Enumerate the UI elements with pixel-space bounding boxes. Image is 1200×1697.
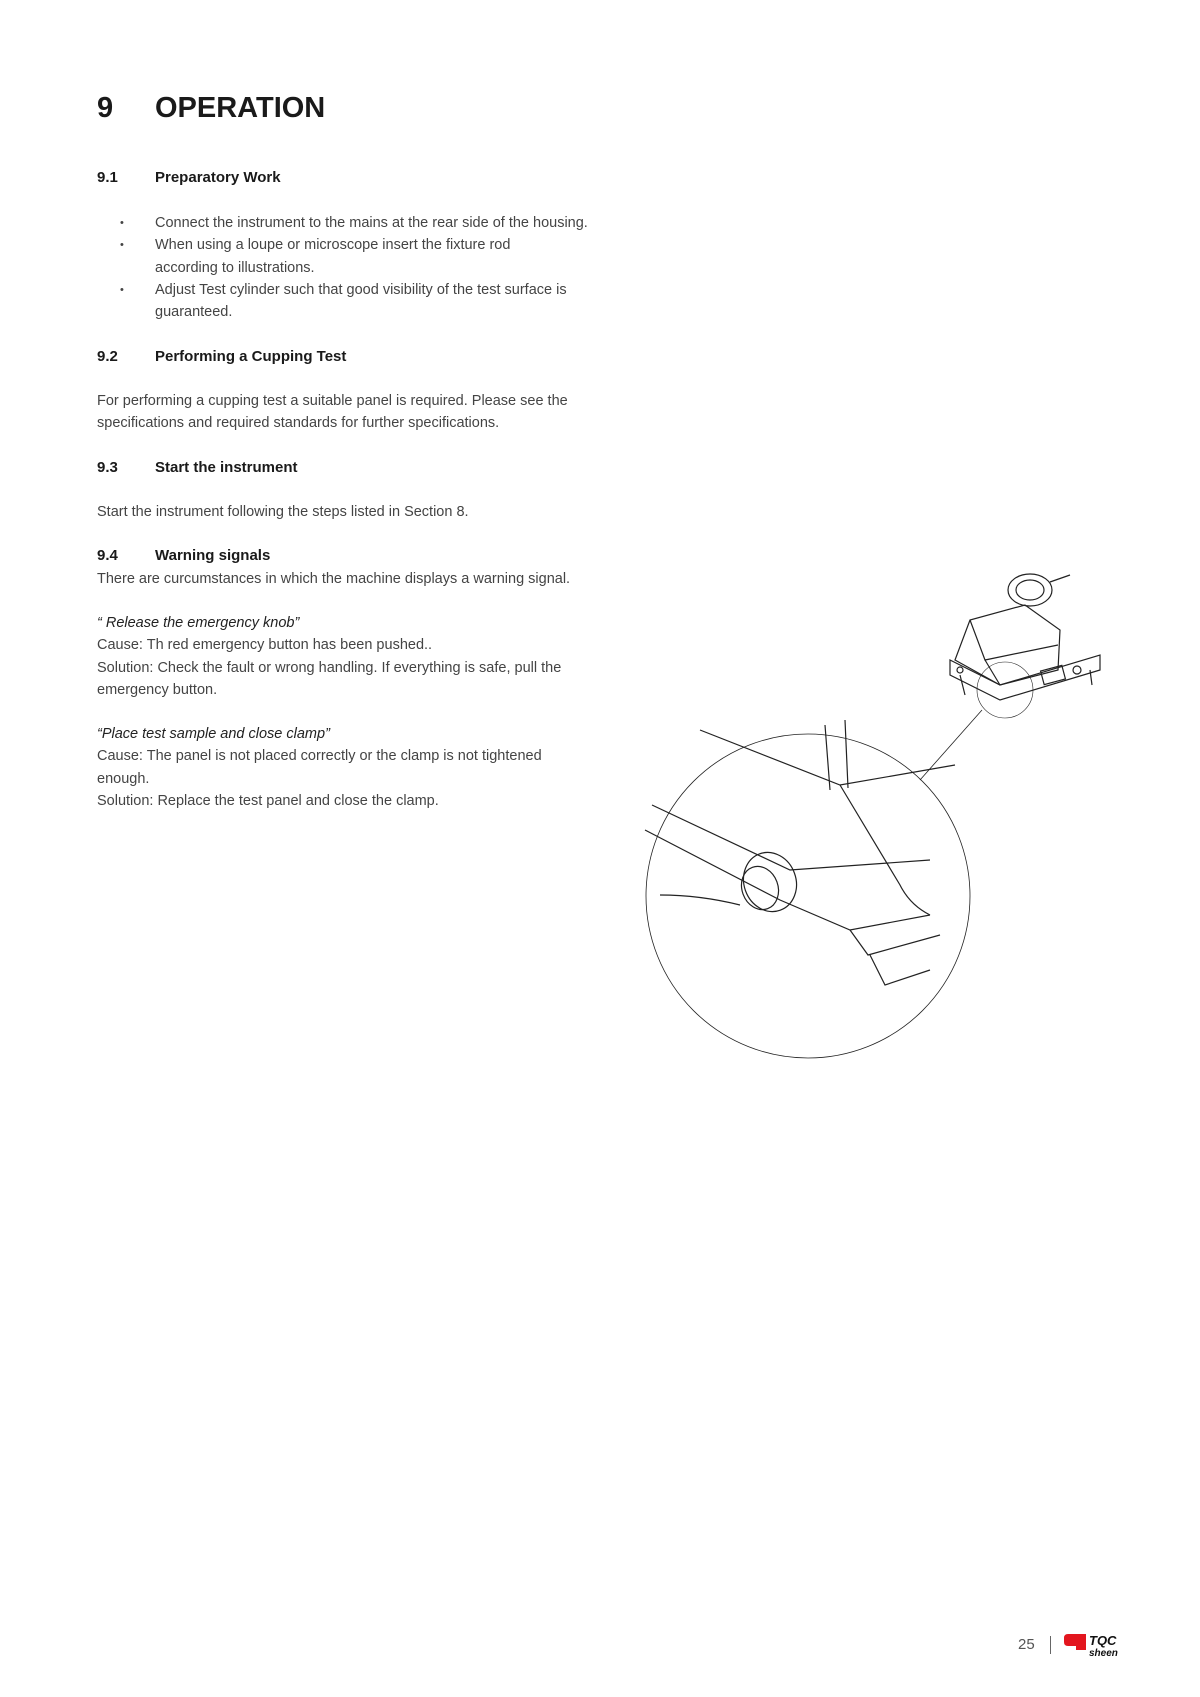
page-number: 25: [1018, 1636, 1035, 1653]
detail-magnifier-circle: [645, 720, 970, 1058]
section-number: 9.1: [97, 169, 118, 186]
section-heading-9-3: [97, 459, 298, 476]
list-item: • Connect the instrument to the mains at the rear side of the housing.: [120, 212, 600, 234]
warning-cause: Cause: Th red emergency button has been pushed..: [97, 637, 433, 654]
chapter-heading: [97, 92, 325, 125]
section-number: 9.3: [97, 459, 118, 476]
section-number: 9.4: [97, 547, 118, 564]
svg-text:TQC: TQC: [1089, 1633, 1117, 1648]
svg-text:sheen: sheen: [1089, 1648, 1118, 1658]
chapter-number: 9: [97, 92, 114, 124]
warning-solution: Solution: Replace the test panel and close the clamp.: [97, 792, 439, 809]
paragraph: For performing a cupping test a suitable panel is required. Please see the specifications and required standards for further specifications.: [97, 393, 568, 432]
warning-block: [97, 723, 577, 812]
paragraph: There are curcumstances in which the machine displays a warning signal.: [97, 571, 571, 587]
section-title: Start the instrument: [155, 459, 298, 476]
section-heading-9-4: [97, 547, 270, 564]
footer-divider: [1050, 1636, 1051, 1654]
section-heading-9-2: [97, 348, 346, 365]
tqc-sheen-logo: [1062, 1632, 1134, 1658]
section-title: Preparatory Work: [155, 169, 281, 186]
warning-block: [97, 612, 577, 701]
section-number: 9.2: [97, 348, 118, 365]
warning-message: “ Release the emergency knob”: [97, 615, 300, 631]
paragraph: Start the instrument following the steps listed in Section 8.: [97, 504, 469, 520]
machine-drawing: [950, 574, 1100, 718]
warning-message: “Place test sample and close clamp”: [97, 726, 330, 742]
instrument-illustration: [640, 560, 1120, 1070]
bullet-list: [120, 212, 600, 323]
section-title: Warning signals: [155, 547, 271, 564]
list-item: • Adjust Test cylinder such that good visibility of the test surface is guaranteed.: [120, 279, 575, 324]
section-title: Performing a Cupping Test: [155, 348, 347, 365]
warning-solution: Solution: Check the fault or wrong handling. If everything is safe, pull the emergency button.: [97, 659, 562, 698]
section-heading-9-1: [97, 169, 281, 186]
list-item: • When using a loupe or microscope insert the fixture rod according to illustrations.: [120, 234, 575, 279]
warning-cause: Cause: The panel is not placed correctly or the clamp is not tightened enough.: [97, 748, 542, 787]
chapter-title: OPERATION: [155, 92, 326, 124]
